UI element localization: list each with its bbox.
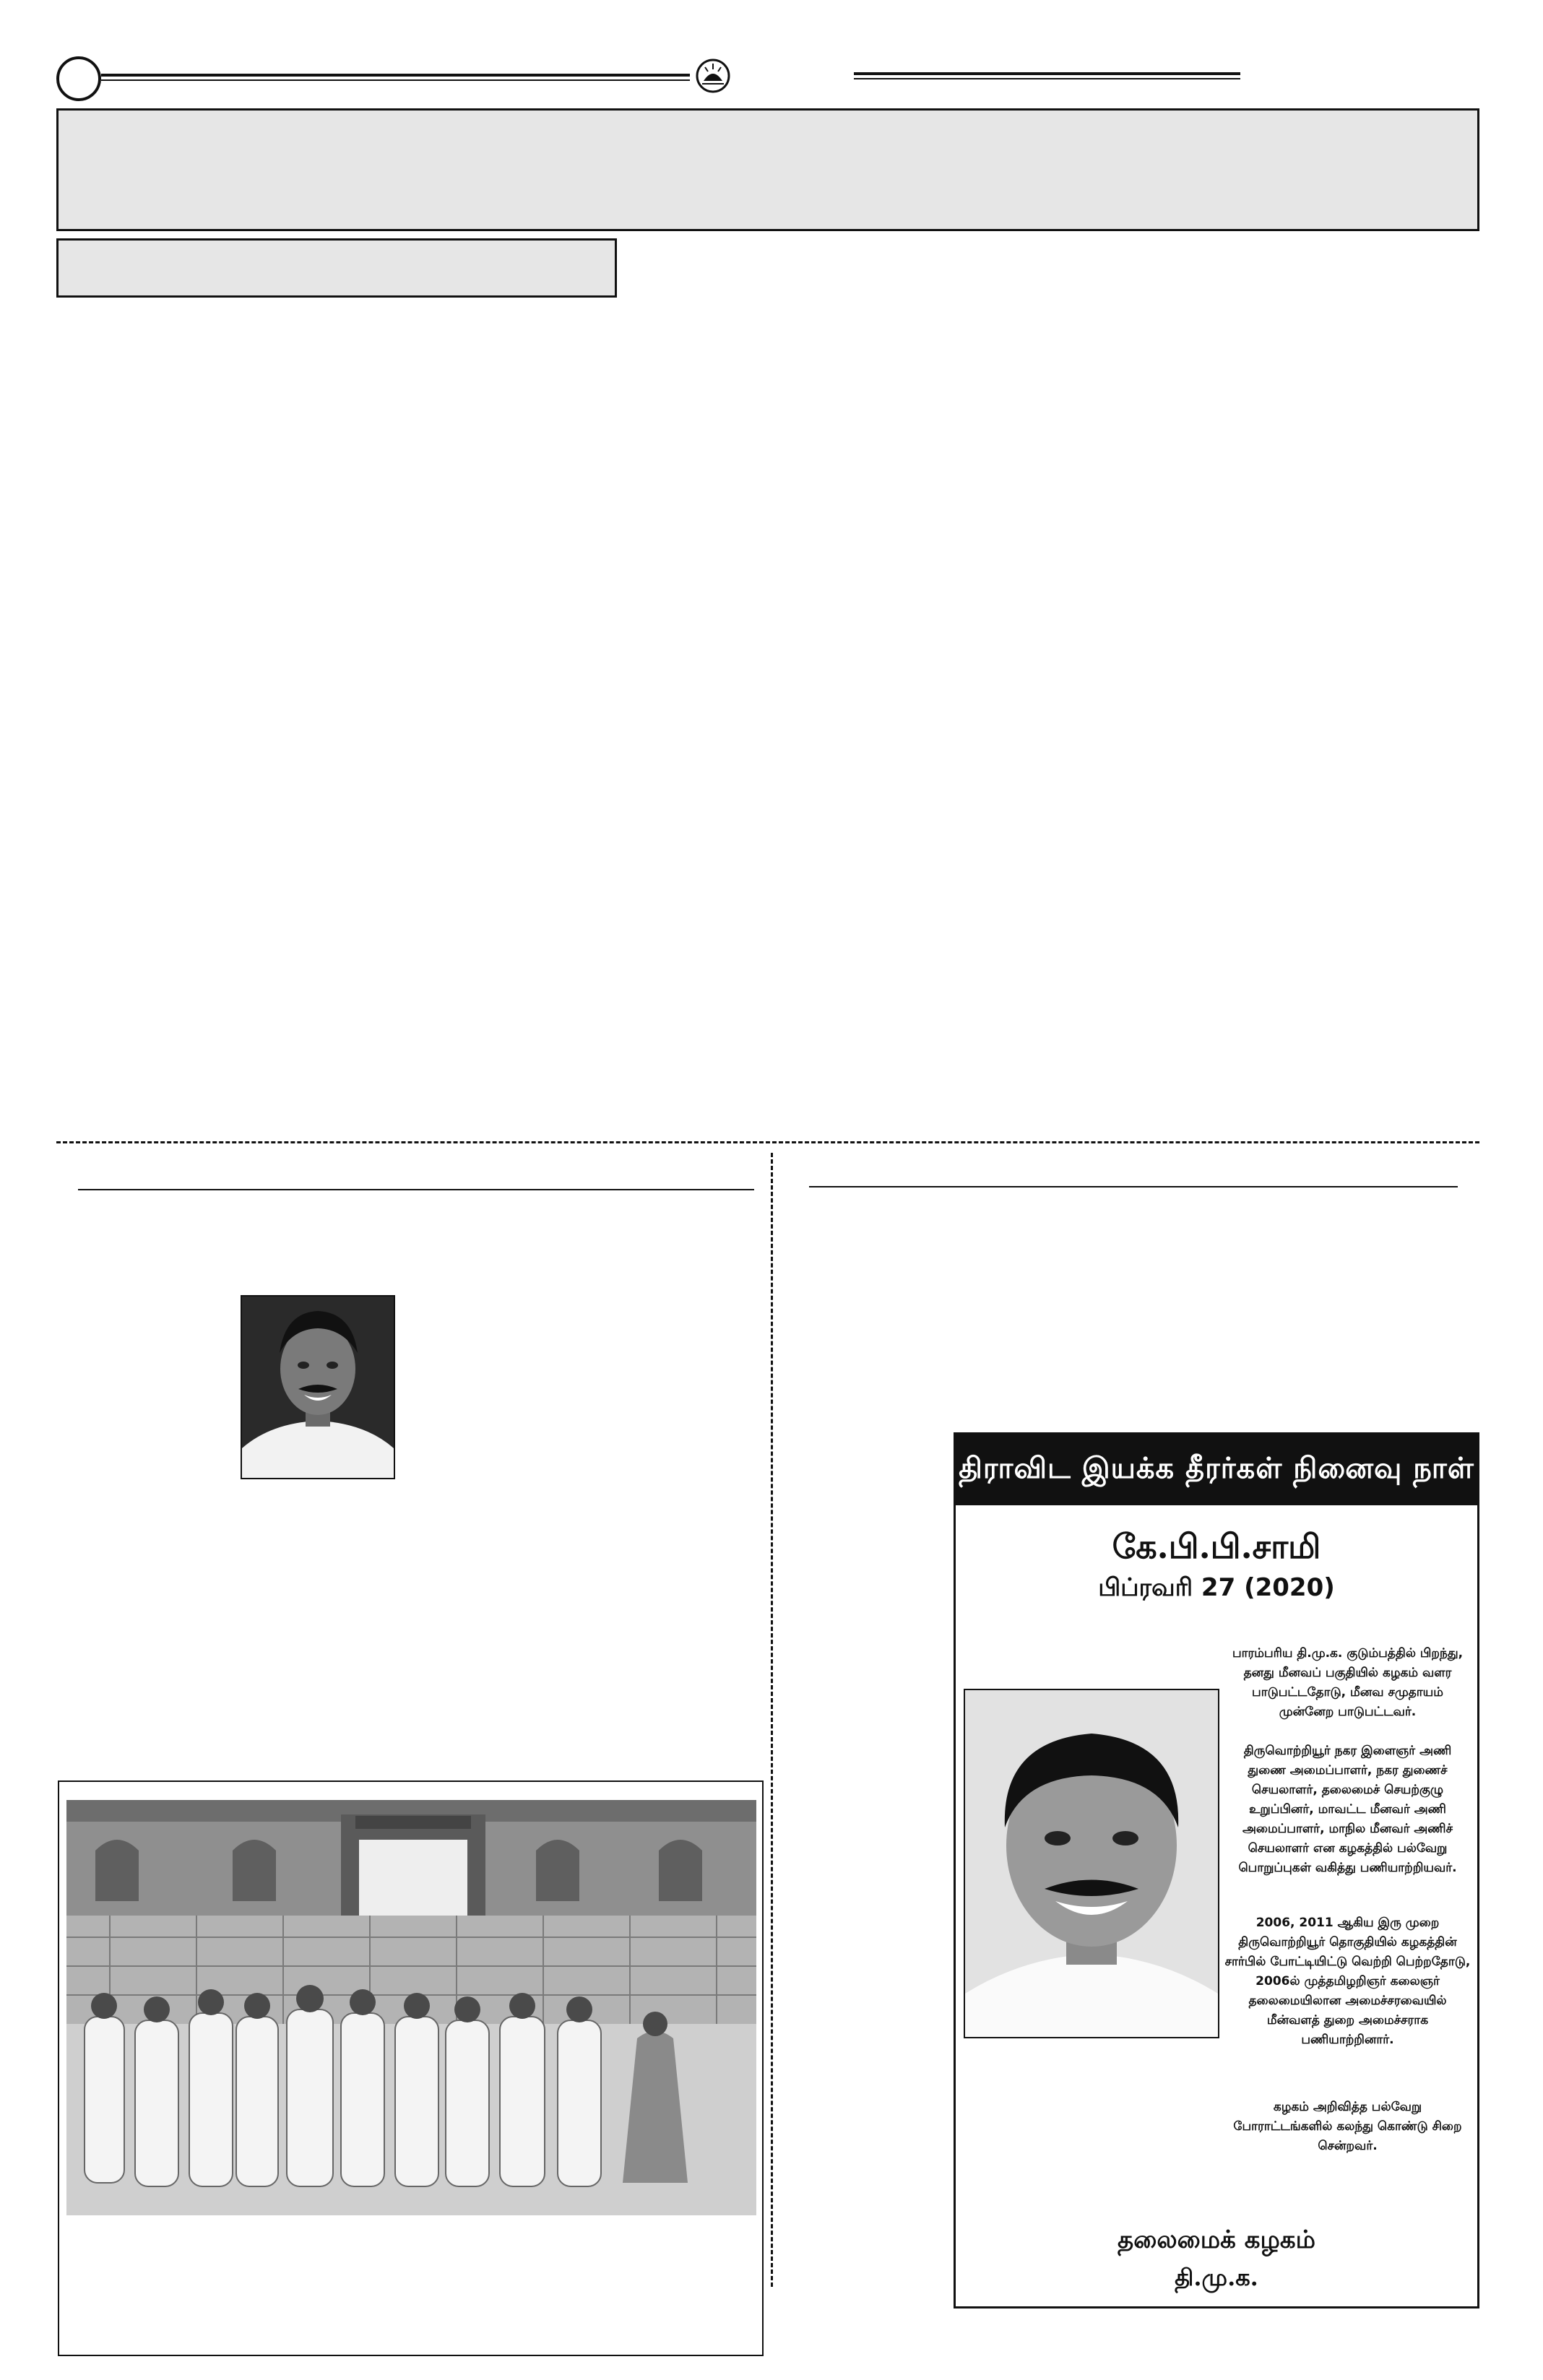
left-column-heading-rule: [78, 1189, 754, 1190]
page-number-circle: [56, 56, 101, 101]
section-divider-horizontal: [56, 1141, 1479, 1143]
memorial-ad-name: கே.பி.பி.சாமி: [1112, 1527, 1321, 1566]
portrait-photo: [241, 1295, 395, 1479]
masthead-rule-right: [854, 72, 1240, 75]
group-photo: [58, 1780, 764, 2356]
headline-panel: [56, 108, 1479, 231]
subheadline-panel: [56, 238, 617, 298]
memorial-ad-paragraph-2: திருவொற்றியூர் நகர இளைஞர் அணி துணை அமைப்பாளர், நகர துணைச் செயலாளர், தலைமைச் செயற்குழு உறுப்பினர், மாவட்ட மீனவர் அணி அமைப்பாளர், மாநில மீனவர் அணிச் செயலாளர் என கழகத்தில் பல்வேறு பொறுப்புகள் வகித்து பணியாற்றியவர்.: [1238, 1744, 1457, 1875]
memorial-ad-header: திராவிட இயக்க தீரர்கள் நினைவு நாள்: [956, 1435, 1477, 1505]
memorial-advertisement: [954, 1432, 1479, 2308]
masthead-rule-left: [101, 74, 690, 77]
masthead-rule-right-thin: [854, 78, 1240, 79]
memorial-ad-paragraph-1: பாரம்பரிய தி.மு.க. குடும்பத்தில் பிறந்து, தனது மீனவப் பகுதியில் கழகம் வளர பாடுபட்டதோடு, மீனவ சமுதாயம் முன்னேற பாடுபட்டவர்.: [1232, 1646, 1464, 1719]
memorial-ad-date: பிப்ரவரி 27 (2020): [1098, 1573, 1335, 1602]
memorial-ad-paragraph-3: 2006, 2011 ஆகிய இரு முறை திருவொற்றியூர் தொகுதியில் கழகத்தின் சார்பில் போட்டியிட்டு வெற்றி பெற்றதோடு, 2006ல் முத்தமிழறிஞர் கலைஞர் தலைமையிலான அமைச்சரவையில் மீன்வளத் துறை அமைச்சராக பணியாற்றினார்.: [1224, 1916, 1471, 2047]
column-divider-vertical: [771, 1153, 773, 2287]
memorial-ad-signature-org: தலைமைக் கழகம்: [1118, 2225, 1315, 2254]
masthead-rule-left-thin: [101, 79, 690, 81]
memorial-portrait-photo: [964, 1689, 1219, 2038]
memorial-ad-signature-party: தி.மு.க.: [1175, 2264, 1258, 2291]
right-column-heading-rule: [809, 1186, 1458, 1187]
rising-sun-emblem-icon: [695, 58, 731, 94]
memorial-ad-paragraph-4: கழகம் அறிவித்த பல்வேறு போராட்டங்களில் கலந்து கொண்டு சிறை சென்றவர்.: [1233, 2100, 1462, 2153]
